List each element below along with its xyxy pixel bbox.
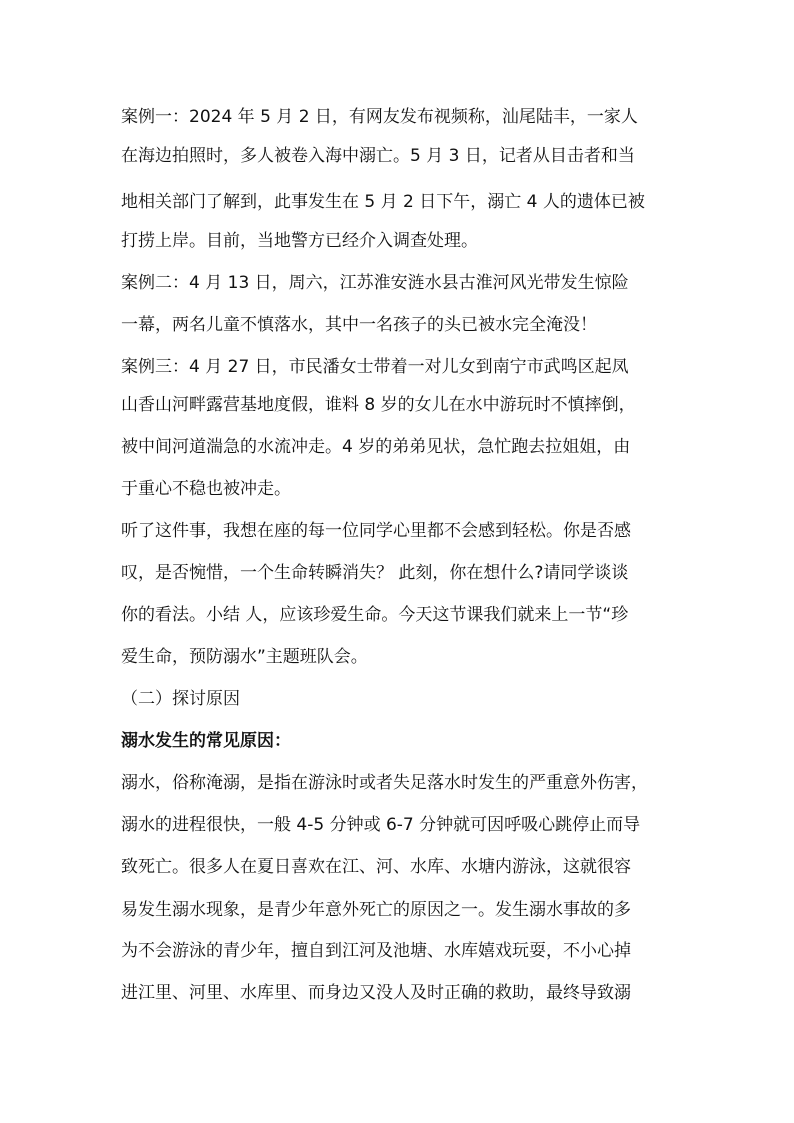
section-heading-explore-causes: （二）探讨原因 xyxy=(121,689,240,709)
causes-line-6: 进江里、河里、水库里、而身边又没人及时正确的救助，最终导致溺 xyxy=(121,983,631,1003)
case-three-line-2: 山香山河畔露营基地度假，谁料 8 岁的女儿在水中游玩时不慎摔倒， xyxy=(121,395,636,415)
reflection-line-4: 爱生命，预防溺水”主题班队会。 xyxy=(121,647,368,667)
reflection-line-3: 你的看法。小结 人，应该珍爱生命。今天这节课我们就来上一节“珍 xyxy=(121,605,629,625)
causes-line-1: 溺水，俗称淹溺，是指在游泳时或者失足落水时发生的严重意外伤害， xyxy=(121,773,648,793)
case-one-line-3: 地相关部门了解到，此事发生在 5 月 2 日下午，溺亡 4 人的遗体已被 xyxy=(121,192,645,212)
causes-line-5: 为不会游泳的青少年，擅自到江河及池塘、水库嬉戏玩耍，不小心掉 xyxy=(121,941,631,961)
causes-line-3: 致死亡。很多人在夏日喜欢在江、河、水库、水塘内游泳，这就很容 xyxy=(121,857,631,877)
case-three-line-3: 被中间河道湍急的水流冲走。4 岁的弟弟见状，急忙跑去拉姐姐，由 xyxy=(121,437,631,457)
case-one-line-1: 案例一：2024 年 5 月 2 日，有网友发布视频称，汕尾陆丰，一家人 xyxy=(121,107,638,127)
reflection-line-2: 叹，是否惋惜，一个生命转瞬消失？ 此刻，你在想什么?请同学谈谈 xyxy=(121,563,629,583)
case-two-line-2: 一幕，两名儿童不慎落水，其中一名孩子的头已被水完全淹没！ xyxy=(121,315,597,335)
causes-line-2: 溺水的进程很快，一般 4-5 分钟或 6-7 分钟就可因呼吸心跳停止而导 xyxy=(121,815,641,835)
reflection-line-1: 听了这件事，我想在座的每一位同学心里都不会感到轻松。你是否感 xyxy=(121,521,631,541)
case-one-line-2: 在海边拍照时，多人被卷入海中溺亡。5 月 3 日，记者从目击者和当 xyxy=(121,146,635,166)
case-one-line-4: 打捞上岸。目前，当地警方已经介入调查处理。 xyxy=(121,231,478,251)
case-two-line-1: 案例二：4 月 13 日，周六，江苏淮安涟水县古淮河风光带发生惊险 xyxy=(121,273,629,293)
case-three-line-1: 案例三：4 月 27 日，市民潘女士带着一对儿女到南宁市武鸣区起凤 xyxy=(121,357,629,377)
case-three-line-4: 于重心不稳也被冲走。 xyxy=(121,479,291,499)
causes-line-4: 易发生溺水现象，是青少年意外死亡的原因之一。发生溺水事故的多 xyxy=(121,900,631,920)
subheading-common-causes: 溺水发生的常见原因： xyxy=(121,731,291,751)
